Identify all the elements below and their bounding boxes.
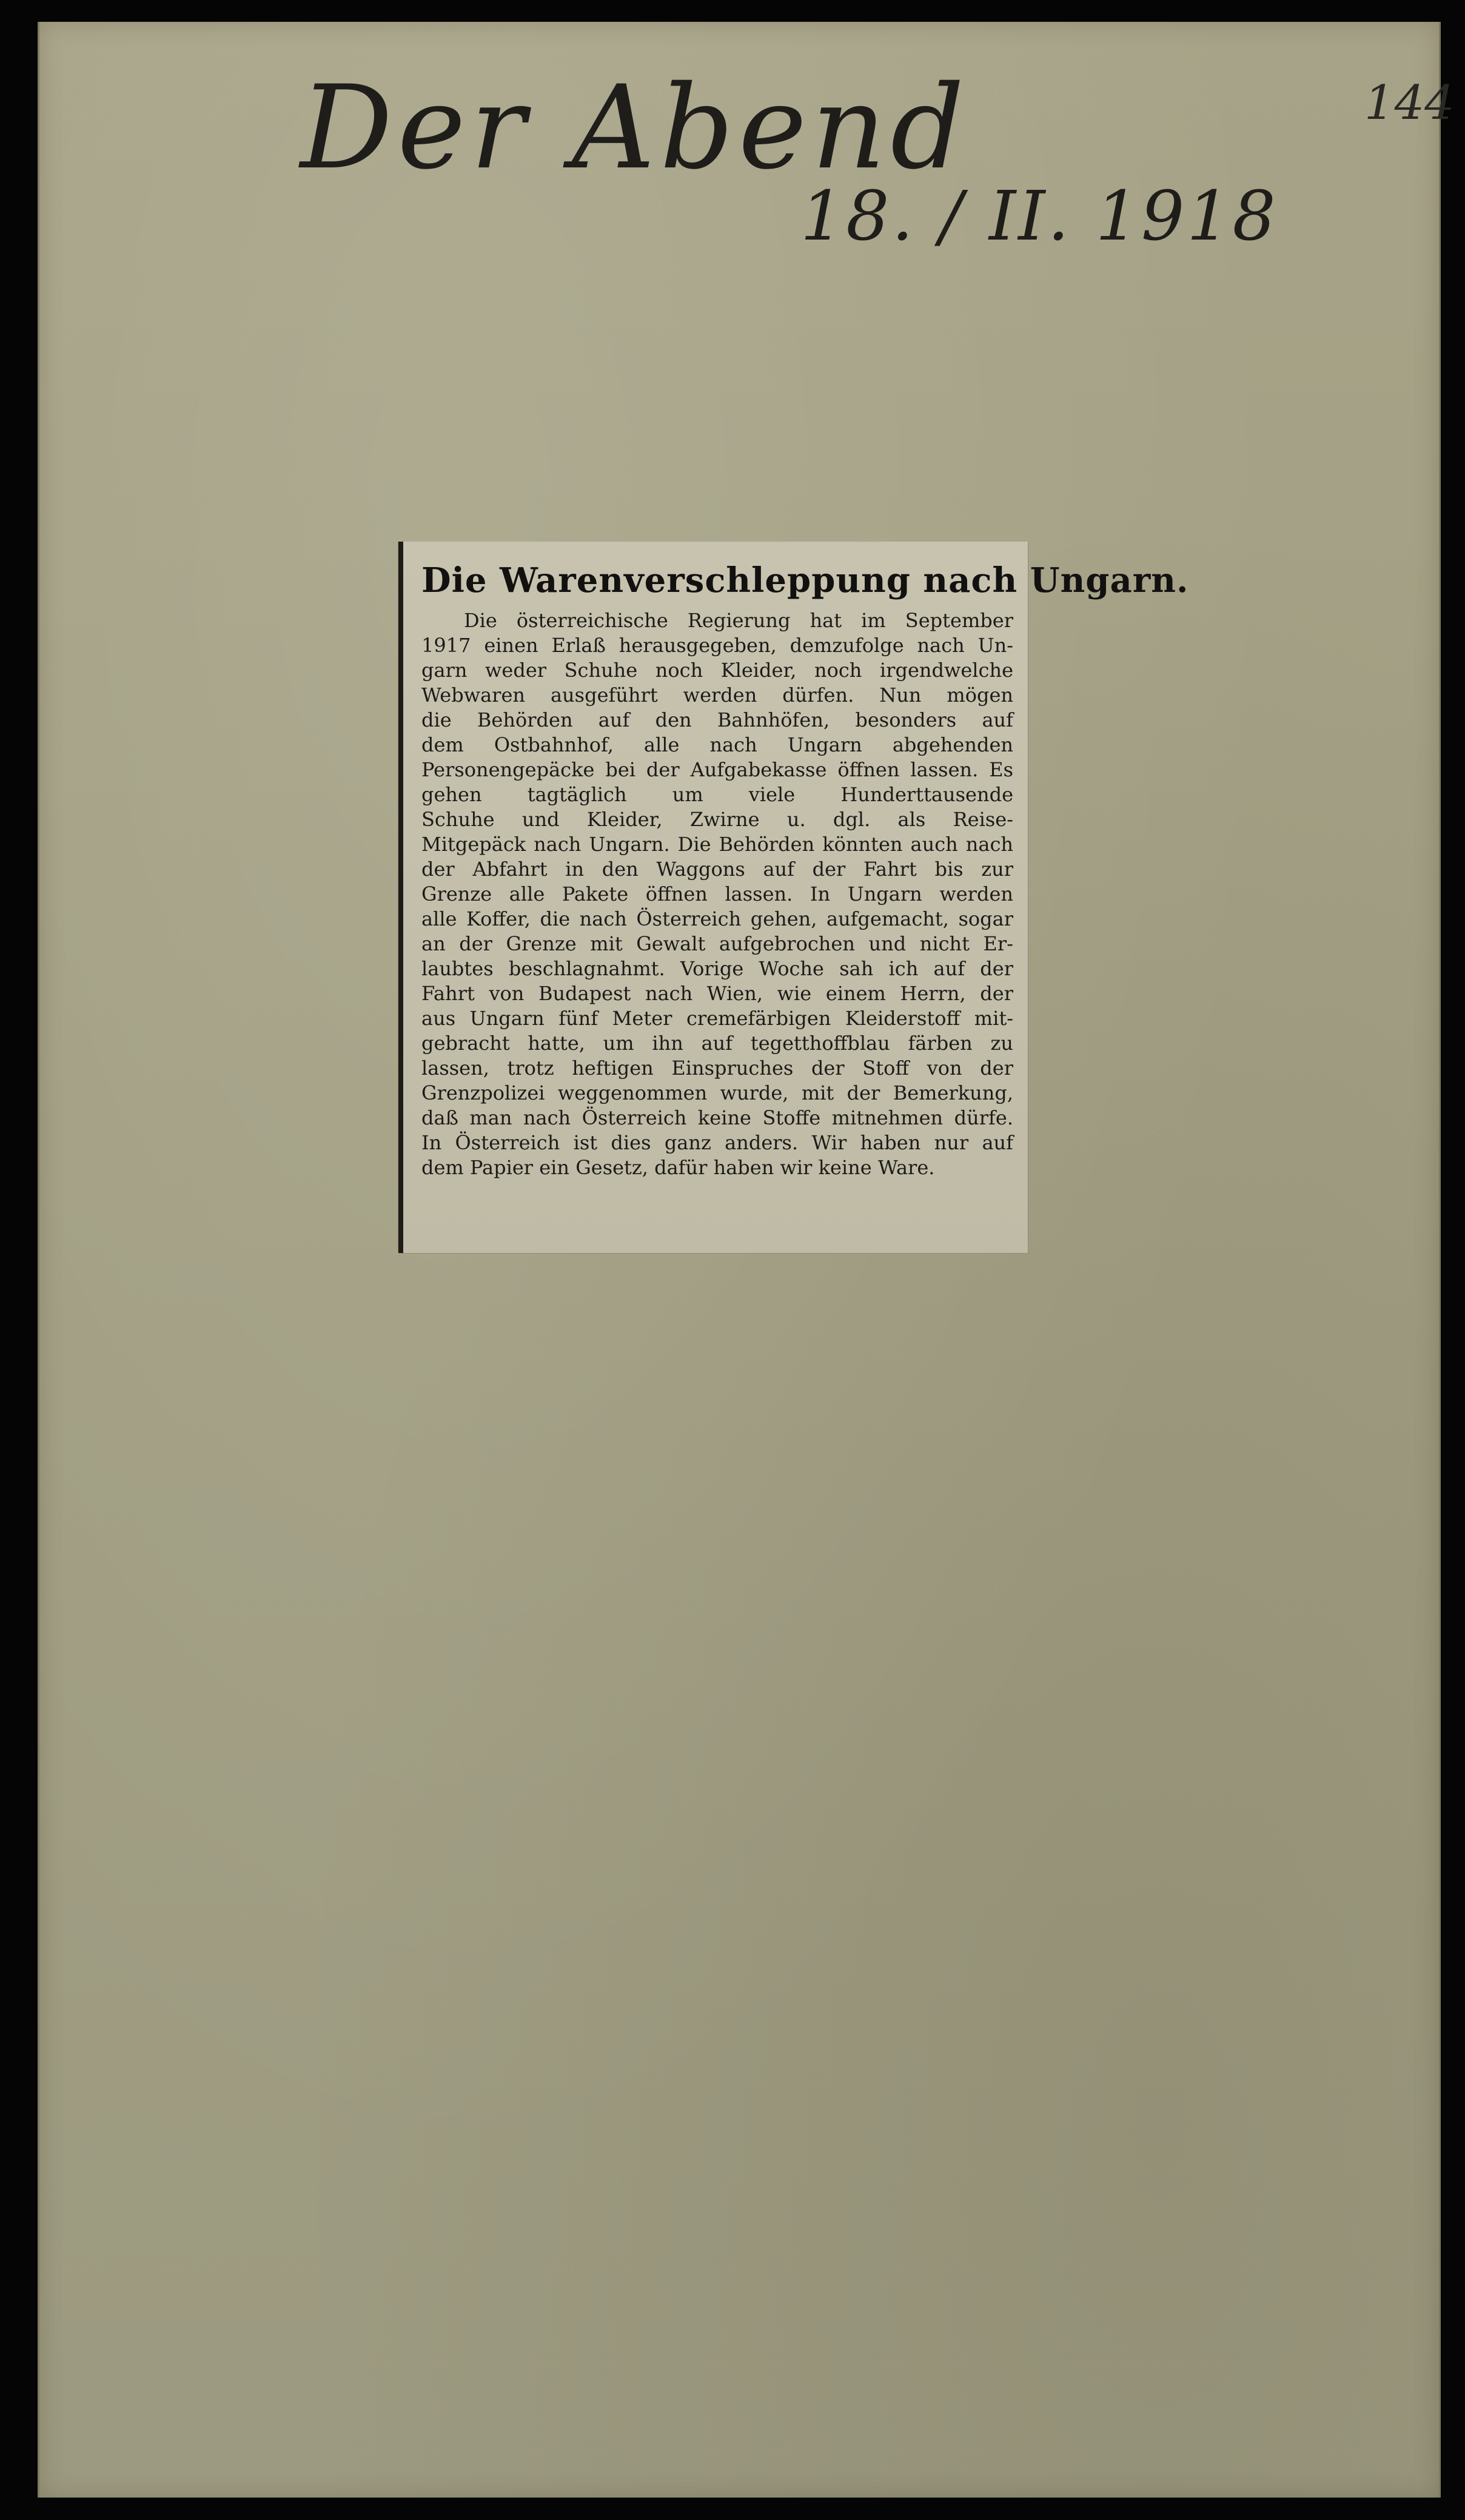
article-line: der Abfahrt in den Waggons auf der Fahrt bis zur bbox=[421, 858, 1013, 881]
article-line: dem Ostbahnhof, alle nach Ungarn abgehenden bbox=[421, 733, 1013, 757]
archive-sheet bbox=[38, 22, 1455, 2498]
article-line: lassen, trotz heftigen Einspruches der Stoff von der bbox=[421, 1057, 1013, 1080]
handwritten-date: 18. / II. 1918 bbox=[800, 177, 1278, 256]
article-line: gehen tagtäglich um viele Hunderttausende bbox=[421, 783, 1013, 807]
article-line: 1917 einen Erlaß herausgegeben, demzufolge nach Un- bbox=[421, 634, 1013, 657]
article-line: laubtes beschlagnahmt. Vorige Woche sah ich auf der bbox=[421, 957, 1013, 981]
article-line: Fahrt von Budapest nach Wien, wie einem Herrn, der bbox=[421, 982, 1013, 1006]
article-line: Schuhe und Kleider, Zwirne u. dgl. als Reise- bbox=[421, 808, 1013, 832]
article-line: Die österreichische Regierung hat im September bbox=[464, 609, 1013, 633]
article-line: aus Ungarn fünf Meter cremefärbigen Kleiderstoff mit- bbox=[421, 1007, 1013, 1030]
handwritten-masthead: Der Abend bbox=[300, 61, 970, 195]
article-line: an der Grenze mit Gewalt aufgebrochen und nicht Er- bbox=[421, 932, 1013, 956]
newspaper-clipping bbox=[398, 542, 1189, 1253]
article-headline: Die Warenverschleppung nach Ungarn. bbox=[421, 560, 1189, 600]
folio-number: 144 bbox=[1364, 76, 1455, 130]
article-line: alle Koffer, die nach Österreich gehen, aufgemacht, sogar bbox=[421, 907, 1013, 931]
article-line: garn weder Schuhe noch Kleider, noch irgendwelche bbox=[421, 659, 1013, 682]
article-line: gebracht hatte, um ihn auf tegetthoffblau färben zu bbox=[421, 1032, 1013, 1055]
article-line: Grenzpolizei weggenommen wurde, mit der Bemerkung, bbox=[421, 1081, 1013, 1105]
article-line: Personengepäcke bei der Aufgabekasse öffnen lassen. Es bbox=[421, 758, 1013, 782]
article-line: In Österreich ist dies ganz anders. Wir haben nur auf bbox=[421, 1131, 1013, 1155]
article-line: die Behörden auf den Bahnhöfen, besonders auf bbox=[421, 708, 1013, 732]
article-line: Webwaren ausgeführt werden dürfen. Nun mögen bbox=[421, 684, 1013, 707]
article-line: dem Papier ein Gesetz, dafür haben wir keine Ware. bbox=[421, 1156, 935, 1180]
article-line: Mitgepäck nach Ungarn. Die Behörden könnten auch nach bbox=[421, 833, 1013, 856]
article-line: daß man nach Österreich keine Stoffe mitnehmen dürfe. bbox=[421, 1106, 1013, 1130]
article-line: Grenze alle Pakete öffnen lassen. In Ungarn werden bbox=[421, 882, 1013, 906]
article-body bbox=[421, 608, 1013, 1180]
